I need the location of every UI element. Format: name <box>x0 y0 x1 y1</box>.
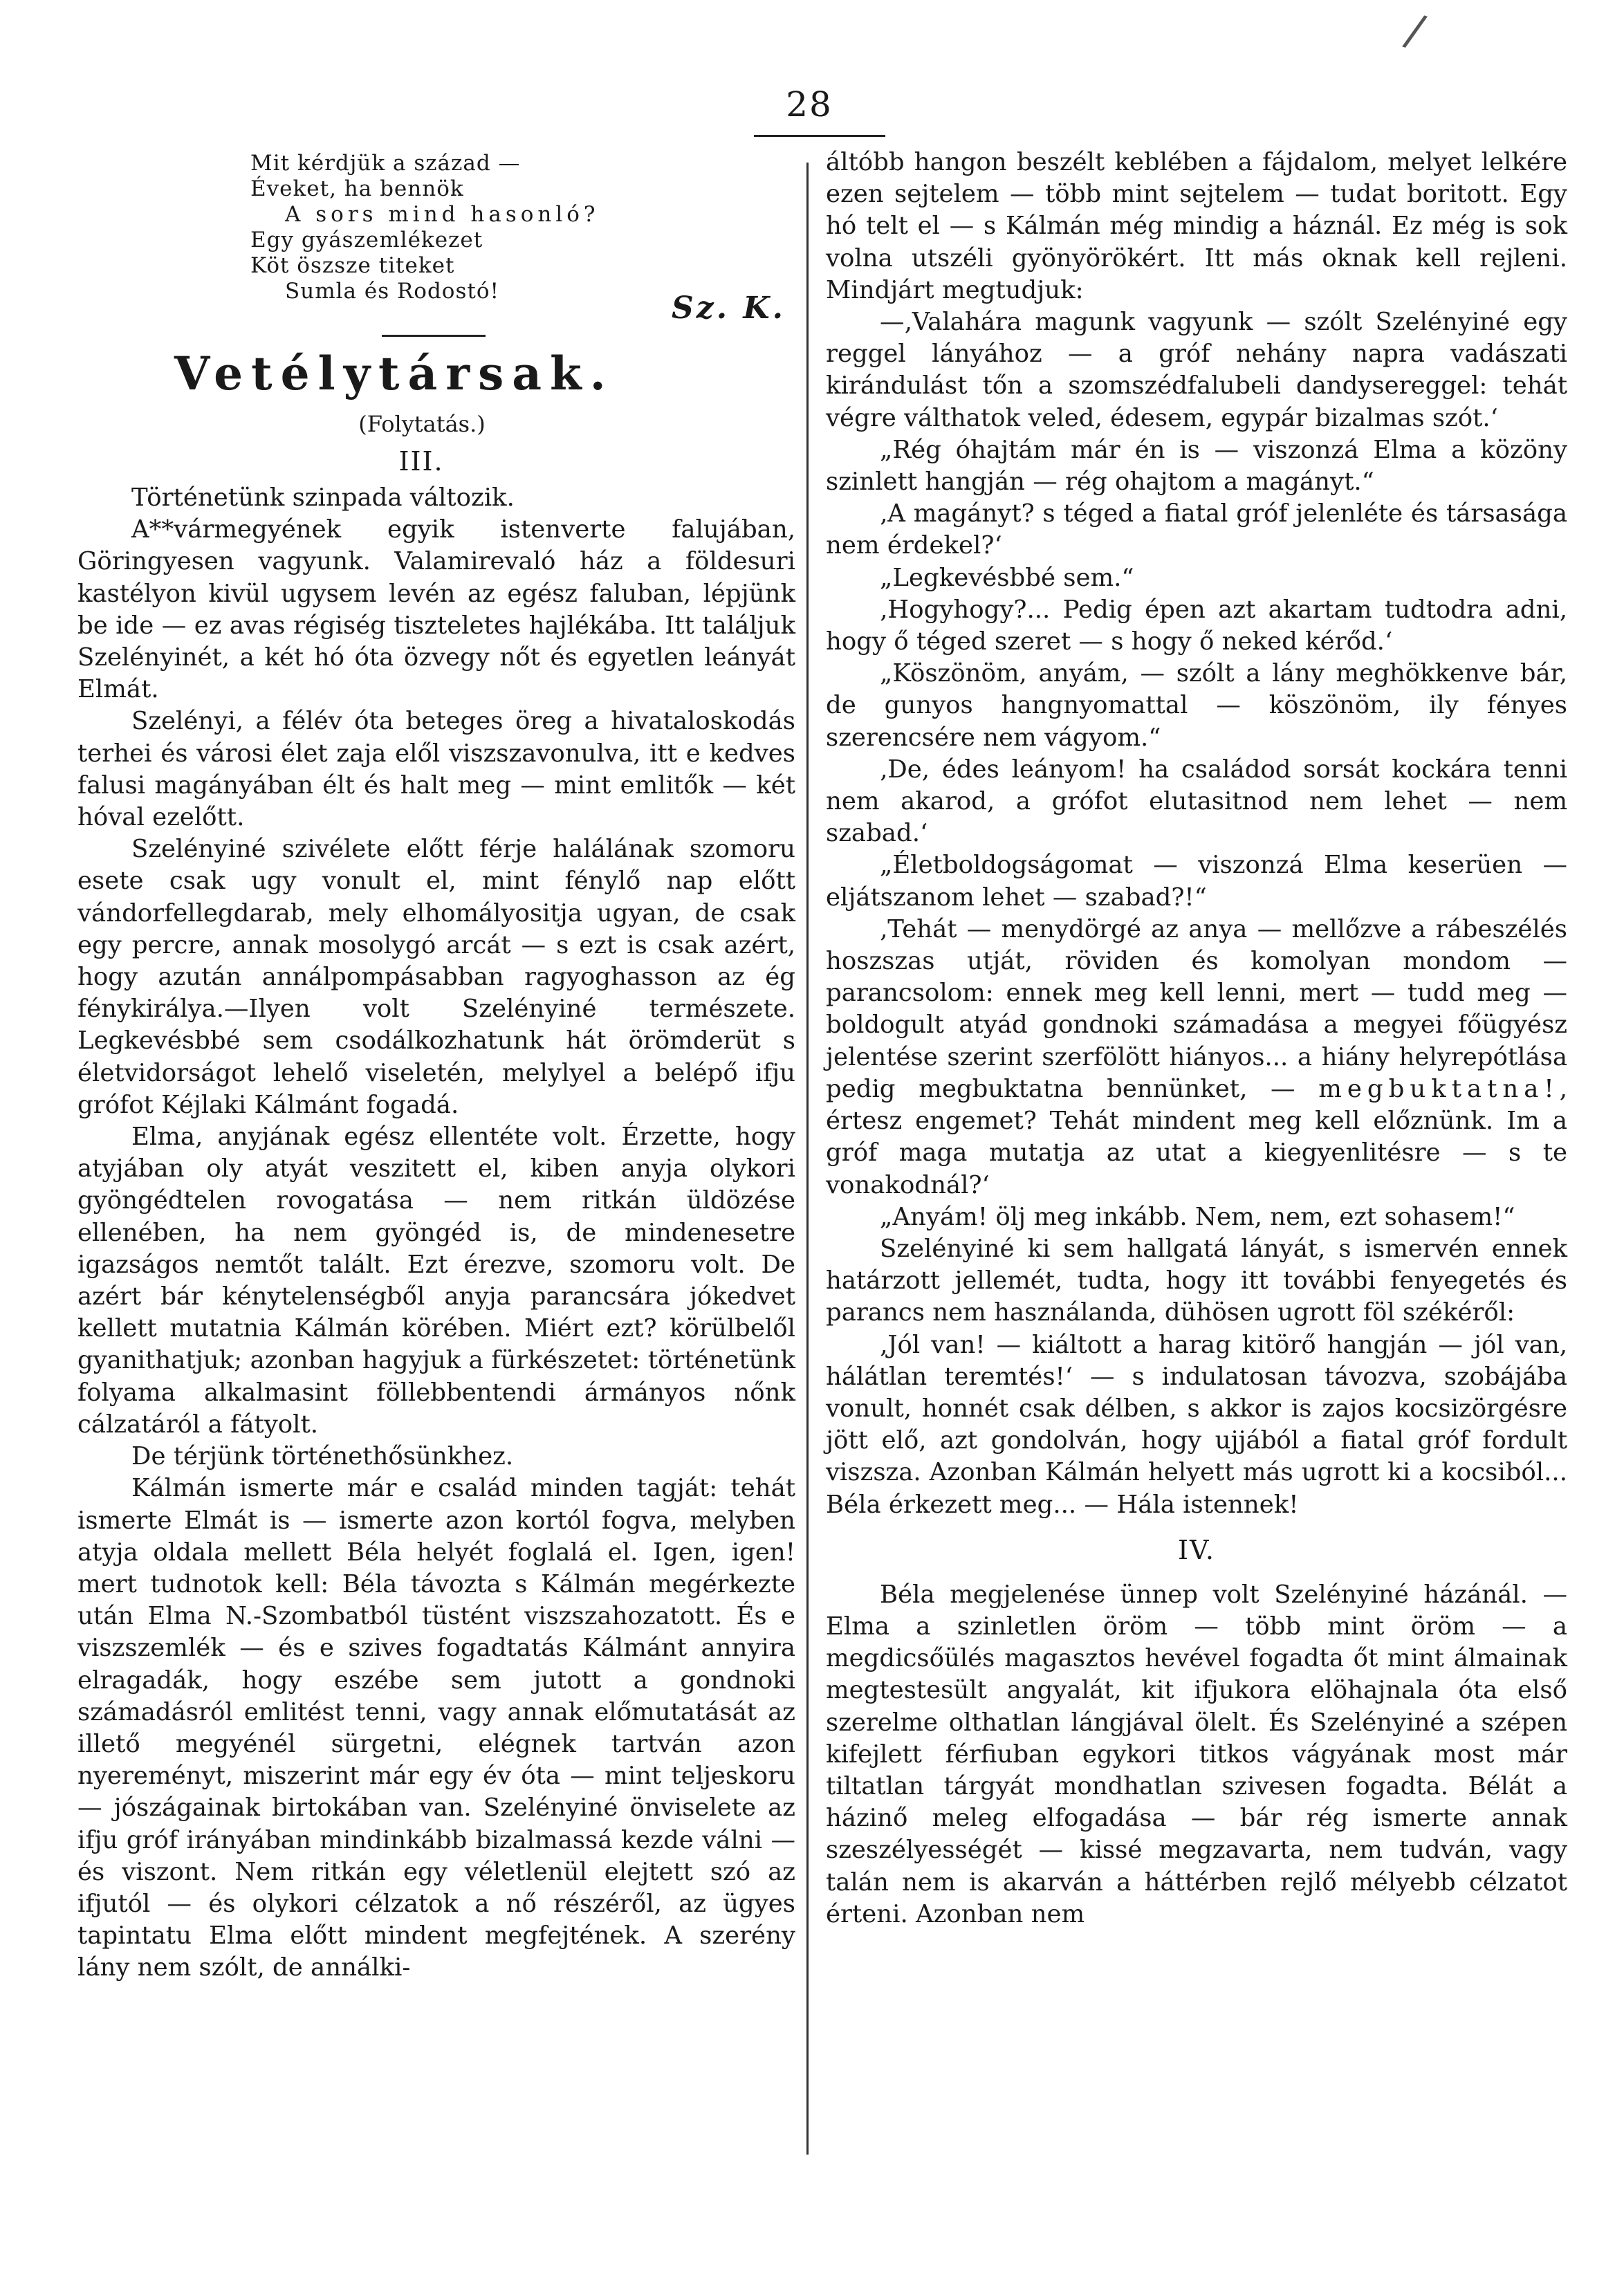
poem-line: Köt öszsze titeket <box>250 253 455 278</box>
chapter-heading-iv: IV. <box>1178 1534 1215 1565</box>
paragraph: Elma, anyjának egész ellentéte volt. Érzette, hogy atyjában oly atyát veszitett el, kiben anyja olykori gyöngédtelen rovogatása — nem ritkán üldözése ellenében, ha nem gyöngéd is, de mindenesetre igazságos nemtőt talált. Ezt érezve, szomoru volt. De azért bár kénytelenségből anyja parancsára jókedvet kellett mutatnia Kálmán körében. Miért ezt? körülbelől gyanithatjuk; azonban hagyjuk a fürkészetet: történetünk folyama alkalmasint föllebbentendi ármányos nőnk cálzatáról a fátyolt. <box>77 1123 795 1439</box>
chapter-heading-iii: III. <box>398 446 444 477</box>
left-column <box>77 151 795 1984</box>
poem-line: Sumla és Rodostó! <box>285 279 499 304</box>
paragraph: „Anyám! ölj meg inkább. Nem, nem, ezt sohasem!“ <box>880 1202 1515 1231</box>
paragraph <box>826 914 1567 1201</box>
paragraph-text: , értesz engemet? Tehát mindent meg kell előznünk. Im a gróf maga mutatja az utat a kiegyenlitésre — s te vonakodnál?‘ <box>826 1074 1567 1199</box>
continued-note: (Folytatás.) <box>358 411 486 437</box>
corner-pen-mark: / <box>1400 4 1430 58</box>
paragraph: ‚Hogyhogy?... Pedig épen azt akartam tudtodra adni, hogy ő téged szeret — s hogy ő neked kérőd.‘ <box>826 595 1567 656</box>
section-rule <box>382 335 486 337</box>
column-divider <box>806 163 809 2155</box>
paragraph: ‚A magányt? s téged a fiatal gróf jelenléte és társasága nem érdekel?‘ <box>826 499 1567 560</box>
paragraph: ‚De, édes leányom! ha családod sorsát kockára tenni nem akarod, a grófot elutasitnod nem lehet — nem szabad.‘ <box>826 755 1567 848</box>
right-column <box>826 147 1567 1930</box>
paragraph: Szelényiné ki sem hallgatá lányát, s ismervén ennek határzott jellemét, tudta, hogy itt további fenyegetés és parancs nem használanda, dühösen ugrott föl székéről: <box>826 1234 1567 1327</box>
paragraph-text: ‚Tehát — menydörgé az anya — mellőzve a rábeszélés hoszszas utját, röviden és komolyan mondom — parancsolom: ennek meg kell lenni, mert — tudd meg — boldogult atyád gondnoki számadása a megyei főügyész jelentése szerint szerfölött hiányos... a hiány helyrepótlása pedig megbuktatna bennünket, — <box>826 914 1567 1103</box>
emphasis-text: megbuktatna! <box>1318 1074 1560 1103</box>
paragraph: „Rég óhajtám már én is — viszonzá Elma a közöny szinlett hangján — rég ohajtom a magányt.“ <box>826 435 1567 497</box>
paragraph: Szelényi, a félév óta beteges öreg a hivataloskodás terhei és városi élet zaja elől viszszavonulva, itt e kedves falusi magányában élt és halt meg — mint emlitők — két hóval ezelőtt. <box>77 707 795 832</box>
paragraph: „Legkevésbbé sem.“ <box>880 563 1134 592</box>
page-number: 28 <box>786 84 833 125</box>
paragraph: De térjünk történethősünkhez. <box>131 1442 514 1471</box>
paragraph: A**vármegyének egyik istenverte falujában, Göringyesen vagyunk. Valamirevaló ház a földesuri kastélyon kivül ugysem levén az egész faluban, lépjünk be ide — ez avas régiség tiszteletes hajlékába. Itt találjuk Szelényinét, a két hó óta özvegy nőt és egyetlen leányát Elmát. <box>77 515 795 704</box>
poem-line: Egy gyászemlékezet <box>250 228 483 252</box>
paragraph: „Életboldogságomat — viszonzá Elma keserüen — eljátszanom lehet — szabad?!“ <box>826 851 1567 912</box>
poem-line: Éveket, ha bennök <box>250 176 464 201</box>
paragraph: Szelényiné szivélete előtt férje halálának szomoru esete csak ugy vonult el, mint fénylő nap előtt vándorfellegdarab, mely elhomályositja ugyan, de csak egy percre, annak mosolygó arcát — s ezt is csak azért, hogy azután annálpompásabban ragyoghasson az ég fénykirálya.—Ilyen volt Szelényiné természete. Legkevésbbé sem csodálkozhatunk hát örömderüt s életvidorságot lehelő viseletén, melylyel a belépő ifju grófot Kéjlaki Kálmánt fogadá. <box>77 835 795 1119</box>
header-rule <box>754 135 885 137</box>
paragraph: —‚Valahára magunk vagyunk — szólt Szelényiné egy reggel lányához — a gróf nehány napra vadászati kirándulást tőn a szomszédfalubeli dandysereggel: tehát végre válthatok veled, édesem, egypár bizalmas szót.‘ <box>826 308 1567 432</box>
paragraph: ‚Jól van! — kiáltott a harag kitörő hangján — jól van, hálátlan teremtés!‘ — s indulatosan távozva, szobájába vonult, honnét csak délben, s akkor is zajos kocsizörgésre jött elő, azt gondolván, hogy ujjából a fiatal gróf fordult viszsza. Azonban Kálmán helyett más ugrott ki a kocsiból... Béla érkezett meg... — Hála istennek! <box>826 1330 1567 1519</box>
paragraph: áltóbb hangon beszélt keblében a fájdalom, melyet lelkére ezen sejtelem — több mint sejtelem — tudat boritott. Egy hó telt el — s Kálmán még mindig a háznál. Ez még is sok volna utszéli gyönyörökért. Itt más oknak kell rejleni. Mindjárt megtudjuk: <box>826 148 1567 304</box>
poem-line: Mit kérdjük a század — <box>250 151 521 176</box>
poem <box>250 151 638 304</box>
paragraph: Kálmán ismerte már e család minden tagját: tehát ismerte Elmát is — ismerte azon kortól fogva, melyben atyja oldala mellett Béla helyét foglalá el. Igen, igen! mert tudnotok kell: Béla távozta s Kálmán megérkezte után Elma N.-Szombatból tüstént viszszahozatott. És e viszszemlék — és e szives fogadtatás Kálmánt annyira elragadák, hogy eszébe sem jutott a gondnoki számadásról emlitést tenni, vagy annak előmutatását az illető megyénél sürgetni, elégnek tartván azon nyereményt, miszerint már egy év óta — mint teljeskoru — jószágainak birtokában van. Szelényiné önviselete az ifju gróf irányában mindinkább bizalmassá kezde válni — és viszont. Nem ritkán egy véletlenül elejtett szó az ifjutól — és olykori célzatok a nő részéről, az ügyes tapintatu Elma előtt mindent megfejtének. A szerény lány nem szólt, de annálki- <box>77 1474 795 1982</box>
article-title: Vetélytársak. <box>174 347 614 400</box>
paragraph: Történetünk szinpada változik. <box>131 483 515 512</box>
paragraph: Béla megjelenése ünnep volt Szelényiné házánál. — Elma a szinletlen öröm — több mint öröm — a megdicsőülés magasztos hevével fogadta őt mint álmainak megtestesült angyalát, kit ifjukora elöhajnala óta első szerelme olthatlan lángjával ölelt. És Szelényiné a szépen kifejlett férfiuban egykori titkos vágyának most már tiltatlan tárgyát mondhatlan szivesen fogadta. Bélát a házinő meleg elfogadása — bár rég ismerte annak szeszélyességét — kissé megzavarta, nem tudván, vagy talán nem is akarván a háttérben rejlő mélyebb célzatot érteni. Azonban nem <box>826 1580 1567 1928</box>
poem-signature: Sz. K. <box>672 291 786 326</box>
poem-line: A sors mind hasonló? <box>285 202 600 227</box>
paragraph: „Köszönöm, anyám, — szólt a lány meghökkenve bár, de gunyos hangnyomattal — köszönöm, ily fényes szerencsére nem vágyom.“ <box>826 659 1567 752</box>
